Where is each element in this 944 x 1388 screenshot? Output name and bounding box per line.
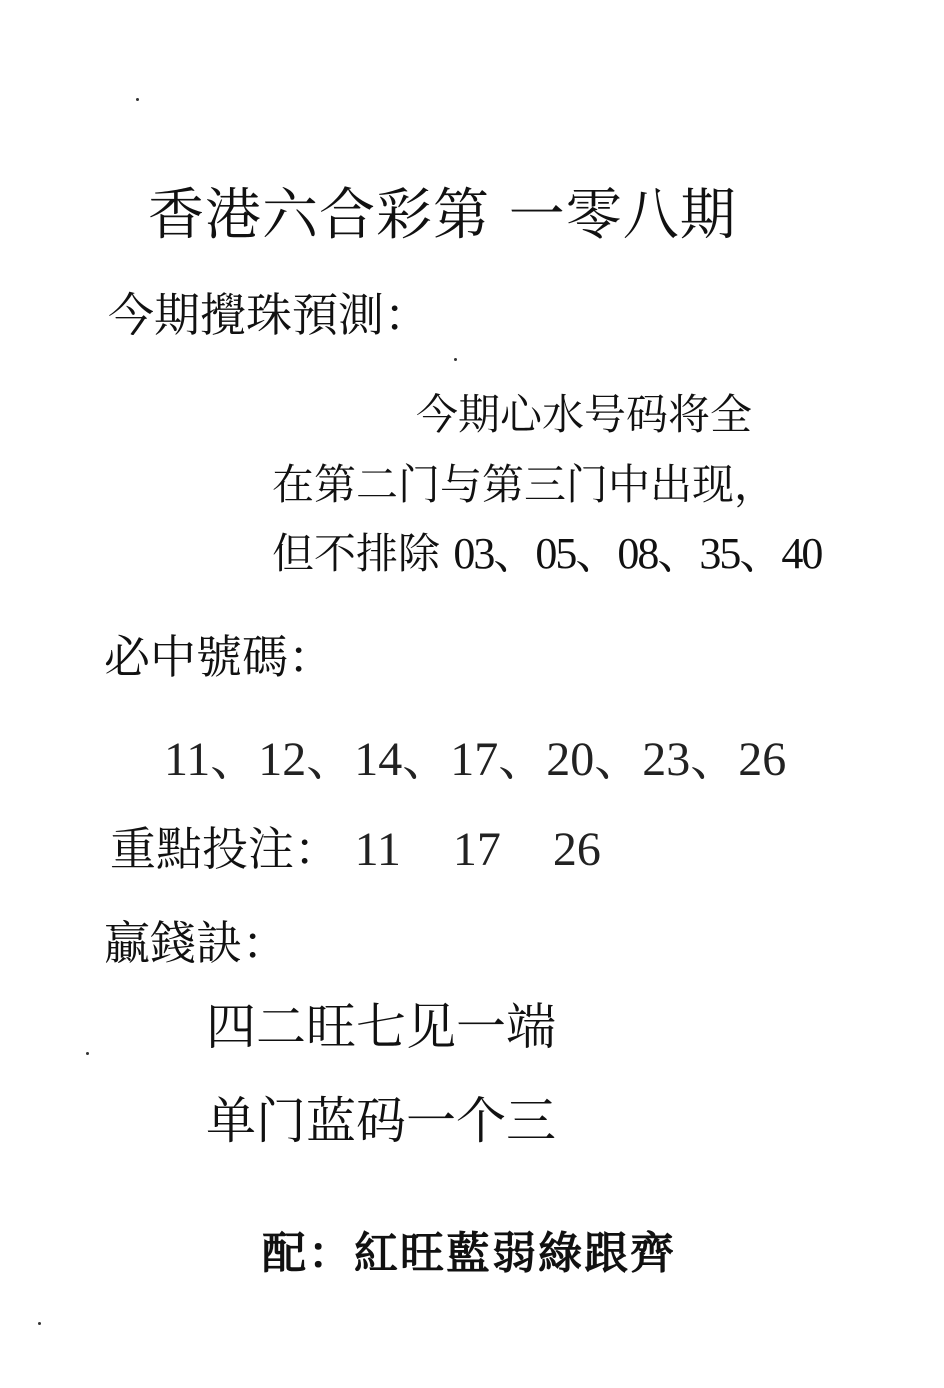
prediction-line-3-prefix: 但不排除: [272, 529, 454, 578]
focus-bet-numbers: 11 17 26: [354, 823, 601, 876]
focus-bet-heading: 重點投注：: [110, 822, 340, 876]
scan-speck: [86, 1052, 89, 1055]
winning-tip-line-2: 单门蓝码一个三: [206, 1092, 556, 1150]
must-hit-numbers: 11、12、14、17、20、23、26: [164, 733, 787, 786]
winning-tip-heading: 贏錢訣：: [104, 916, 288, 970]
scan-speck: [38, 1322, 41, 1325]
must-hit-heading: 必中號碼：: [104, 630, 334, 684]
scan-speck: [454, 358, 457, 361]
color-match-footer: 配：紅旺藍弱綠跟齊: [262, 1228, 676, 1279]
prediction-line-2: 在第二门与第三门中出现，: [272, 460, 777, 509]
scan-speck: [136, 98, 139, 101]
excluded-numbers: 03、05、08、35、40: [453, 529, 822, 578]
prediction-line-1: 今期心水号码将全: [416, 390, 753, 439]
prediction-line-3: [272, 529, 822, 578]
focus-bet-row: [110, 822, 601, 876]
page-title: 香港六合彩第 一零八期: [148, 183, 737, 248]
winning-tip-line-1: 四二旺七见一端: [206, 998, 556, 1056]
prediction-heading: 今期攪珠預測：: [108, 288, 430, 342]
